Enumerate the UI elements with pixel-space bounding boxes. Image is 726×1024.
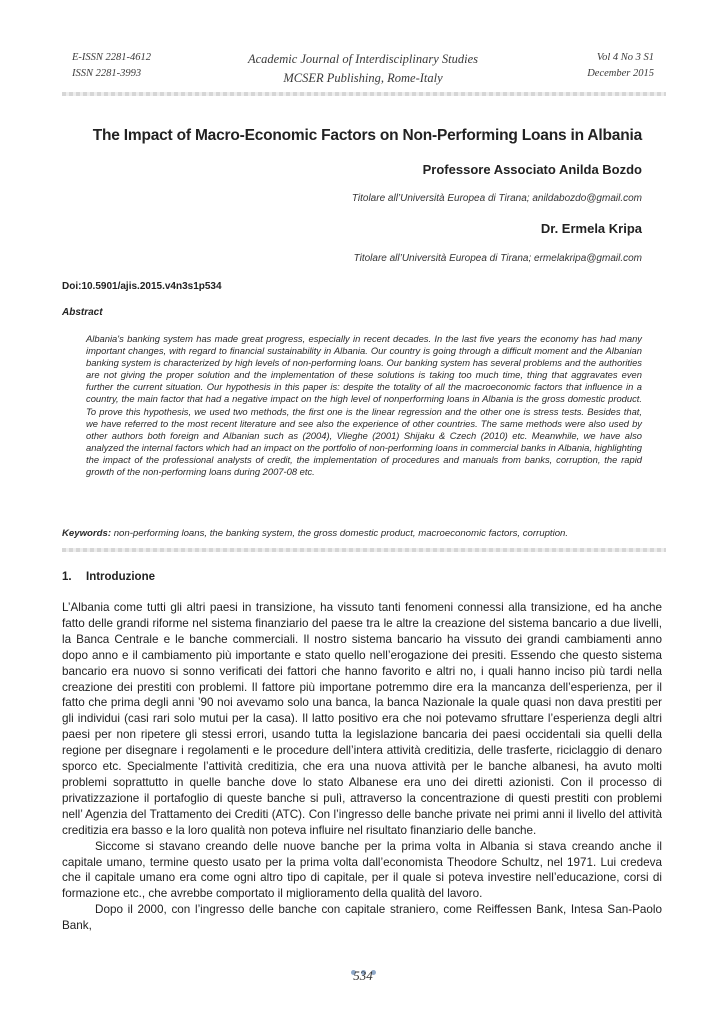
issue-block — [587, 50, 654, 82]
paragraph: Dopo il 2000, con l’ingresso delle banche con capitale straniero, come Reiffessen Bank, Intesa San-Paolo Bank, — [62, 903, 662, 933]
keywords-text: non-performing loans, the banking system, the gross domestic product, macroeconomic factors, corruption. — [113, 528, 569, 539]
page-number: 534 — [353, 968, 373, 983]
author-affiliation-2: Titolare all’Università Europea di Tirana; ermelakripa@gmail.com — [353, 253, 642, 264]
author-name-1: Professore Associato Anilda Bozdo — [422, 162, 642, 177]
paragraph: L’Albania come tutti gli altri paesi in transizione, ha vissuto tanti fenomeni connessi alla transizione, ed ha anche fatto delle grandi riforme nel sistema finanziario del paese tra le altre la creazione del sistema bancario a due livelli, la Banca Centrale e le banche commerciali. Il nostro sistema bancario ha vissuto dei grandi cambiamenti anno dopo anno e il cambiamento più importante e stato quello nell’erogazione dei presiti. Essendo che questo sistema bancario era nuovo si sonno verificati dei fattori che hanno favorito e altri no, i quali hanno inciso più tardi nella creazione dei prestiti con problemi. Il fattore più importane potremmo dire era la mancanza dell’esperienza, per il fatto che prima degli anni ’90 noi avevamo solo una banca, la banca Nazionale la quale quasi non dava prestiti per gli individui (casi rari solo mutui per la casa). Il latto positivo era che noi potevamo sfruttare l’esperienza degli altri paesi per non ripetere gli stessi errori, usando tutta la legislazione bancaria dei paesi occidentali sia quelli della regione per disegnare i regolamenti e le procedure dell’intera attività creditizia, delle trasferte, riciclaggio di denaro sporco etc. Specialmente l’attività creditizia, che era una nuova attività per le banche albanesi, ha avuto molti problemi soprattutto in quelle banche dove lo stato Albanese era uno dei diretti azionisti. Con il processo di privatizzazione il portafoglio di queste banche si pulì, attraverso la concentrazione di questi prestiti con problemi nell’ Agenzia del Trattamento dei Crediti (ATC). Con l’ingresso delle banche private nei primi anni il livello del attività creditizia era basso e la loro qualità non poteva influire nel risultato finanziario delle banche. — [62, 601, 662, 837]
keywords-label: Keywords: — [62, 528, 112, 539]
paper-title: The Impact of Macro-Economic Factors on Non-Performing Loans in Albania — [92, 127, 642, 144]
keywords — [62, 528, 652, 539]
journal-name: Academic Journal of Interdisciplinary Studies — [247, 52, 479, 66]
doi: Doi:10.5901/ajis.2015.v4n3s1p534 — [62, 281, 222, 292]
abstract-heading: Abstract — [62, 307, 103, 318]
issn: ISSN 2281-3993 — [72, 68, 142, 79]
issue-date: December 2015 — [587, 68, 654, 79]
author-affiliation-1: Titolare all’Università Europea di Tirana; anildabozdo@gmail.com — [351, 193, 642, 204]
abstract-text: Albania's banking system has made great progress, especially in recent decades. In the last five years the economy has had many important changes, with regard to financial sustainability in Albania. Our country is going through a difficult moment and the Albanian banking system is characterized by high levels of non-performing loans. Our banking system has several problems and the authorities are not giving the proper solution and the implementation of these solutions is taking too much time, thing that aggravates even further the current situation. Our hypothesis in this paper is: despite the totality of all the macroeconomic factors that influence in a country, the main factor that had a negative impact on the high level of nonperforming loans in Albania is the gross domestic product. To prove this hypothesis, we used two methods, the first one is the linear regression and the other one is stress tests. Besides that, we have referred to the most recent literature and see also the experience of other countries. The same methods were also used by other authors both foreign and Albanian such as (2004), Vlieghe (2001) Shijaku & Czech (2010) etc. Meanwhile, we have also analyzed the internal factors which had an impact on the portfolio of non-performing loans in commercial banks in Albania, highlighting the impact of the professional analysts of credit, the implementation of procedures and manuals from banks, corruption, the rapid growth of the non-performing loans during 2007-08 etc. — [86, 333, 642, 478]
running-header — [0, 44, 726, 92]
section-title: Introduzione — [86, 571, 155, 583]
publisher: MCSER Publishing, Rome-Italy — [283, 71, 443, 85]
eissn: E-ISSN 2281-4612 — [72, 52, 152, 63]
header-divider — [62, 92, 666, 96]
abstract-divider — [62, 548, 666, 552]
author-name-2: Dr. Ermela Kripa — [540, 221, 642, 236]
section-number: 1. — [62, 571, 72, 583]
body-text — [62, 600, 662, 934]
paragraph: Siccome si stavano creando delle nuove banche per la prima volta in Albania si stava creando anche il capitale umano, termine questo usato per la prima volta dall’economista Theodore Schultz, nel 1971. Lui credeva che il capitale umano era come ogni altro tipo di capitale, per il quale si poteva investire nell’educazione, corsi di formazione etc., che avrebbe comportato il miglioramento della qualità del lavoro. — [62, 839, 662, 901]
volume: Vol 4 No 3 S1 — [596, 52, 654, 63]
section-heading — [62, 571, 155, 583]
